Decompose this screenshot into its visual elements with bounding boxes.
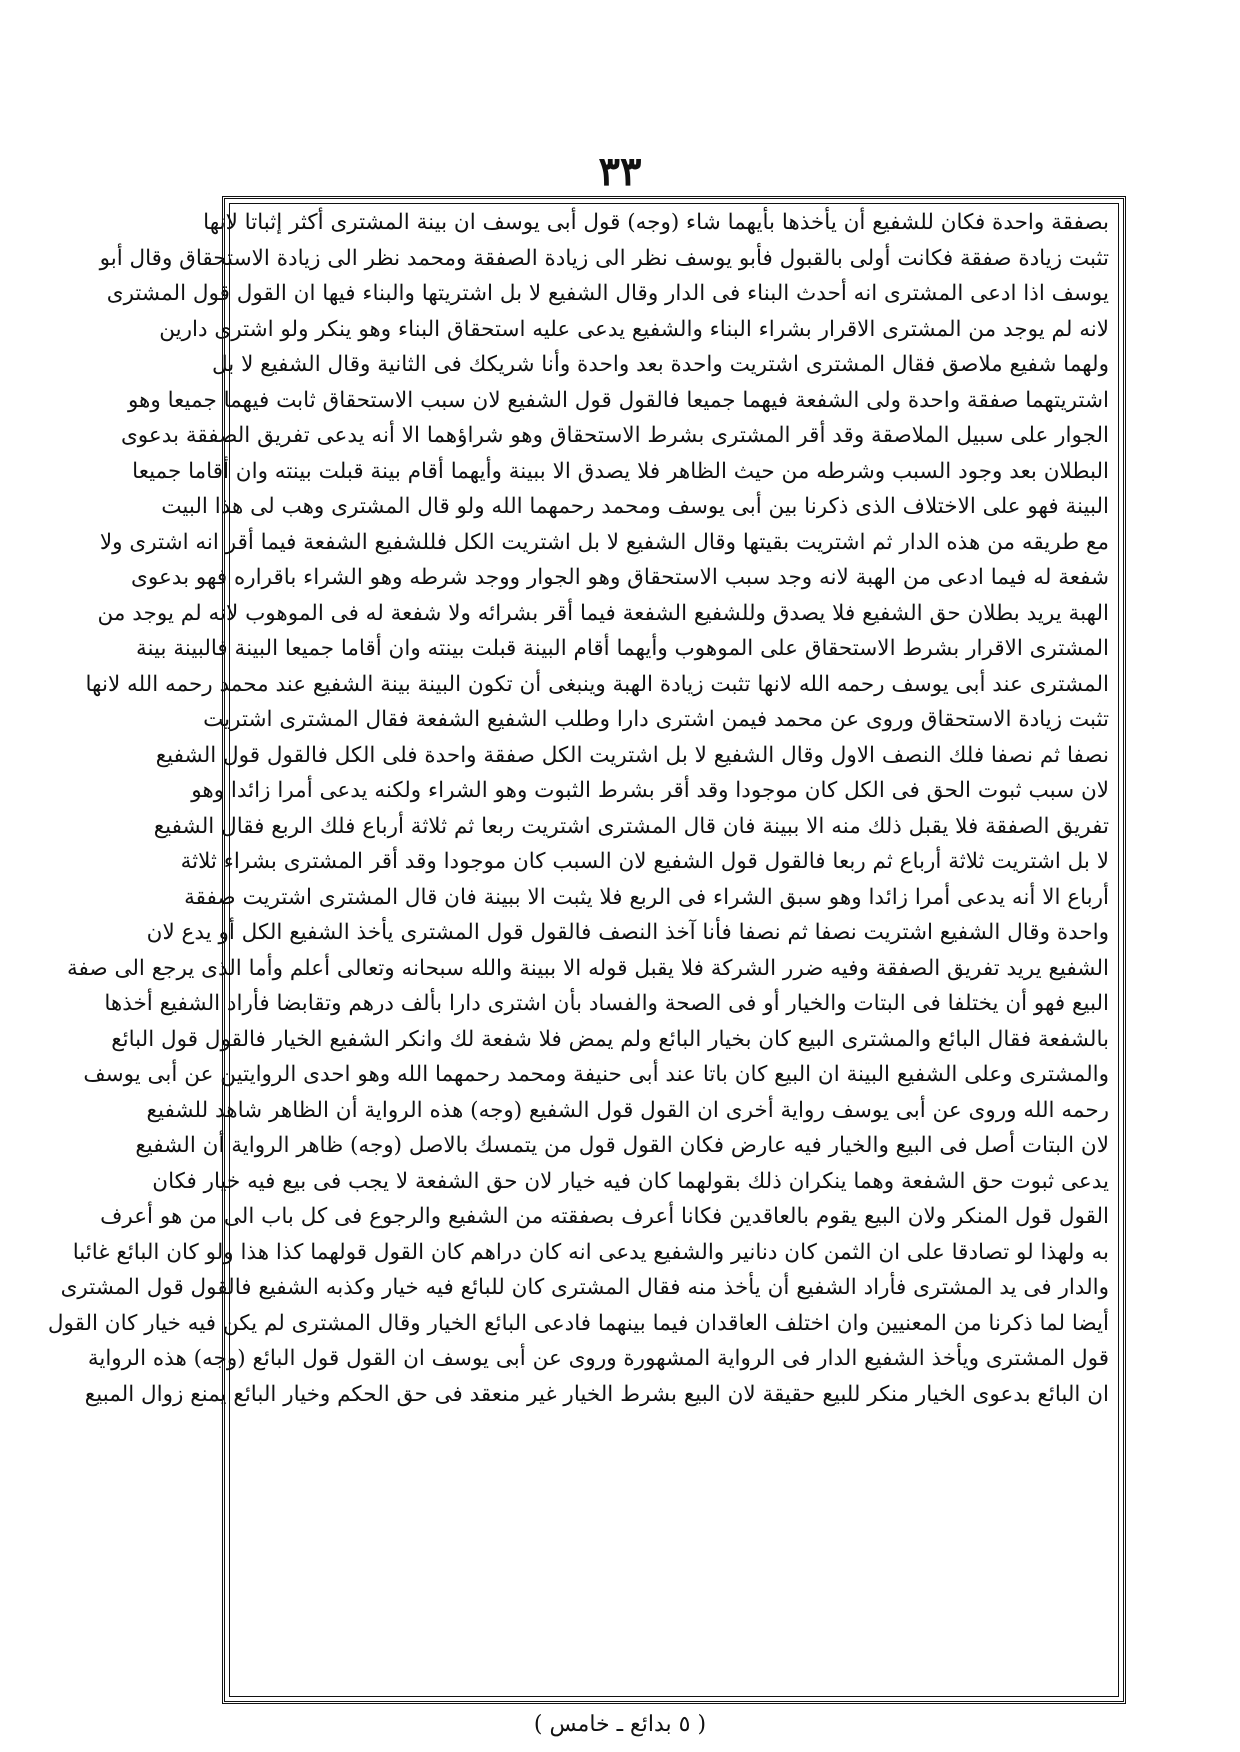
text-line: القول قول المنكر ولان البيع يقوم بالعاقدين فكانا أعرف بصفقته من الشفيع والرجوع فى كل باب الى من هو أعرف bbox=[100, 1204, 1109, 1229]
text-line: أيضا لما ذكرنا من المعنيين وان اختلف العاقدان فيما بينهما فادعى البائع الخيار وقال المشترى لم يكن فيه خيار كان القول bbox=[47, 1310, 1109, 1336]
text-line: ولهما شفيع ملاصق فقال المشترى اشتريت واحدة بعد واحدة وأنا شريكك فى الثانية وقال الشفيع لا بل bbox=[211, 352, 1109, 377]
text-line: لا بل اشتريت ثلاثة أرباع ثم ربعا فالقول قول الشفيع لان السبب كان موجودا وقد أقر المشترى بشراء ثلاثة bbox=[180, 849, 1109, 874]
page-number: ٣٣ bbox=[598, 148, 642, 195]
text-line: لان البتات أصل فى البيع والخيار فيه عارض فكان القول قول من يتمسك بالاصل (وجه) ظاهر الرواية أن الشفيع bbox=[135, 1133, 1109, 1158]
text-line: والدار فى يد المشترى فأراد الشفيع أن يأخذ منه فقال المشترى كان للبائع فيه خيار وكذبه الشفيع فالقول قول المشترى bbox=[60, 1275, 1109, 1300]
body-text bbox=[47, 205, 1109, 1448]
text-line: بصفقة واحدة فكان للشفيع أن يأخذها بأيهما شاء (وجه) قول أبى يوسف ان بينة المشترى أكثر إثباتا لانها bbox=[203, 210, 1109, 235]
text-line: تفريق الصفقة فلا يقبل ذلك منه الا ببينة فان قال المشترى اشتريت ربعا ثم ثلاثة أرباع فلك الربع فقال الشفيع bbox=[153, 813, 1109, 839]
text-line: الشفيع يريد تفريق الصفقة وفيه ضرر الشركة فلا يقبل قوله الا ببينة والله سبحانه وتعالى أعلم وأما الذى يرجع الى صفة bbox=[66, 955, 1109, 981]
text-line: لانه لم يوجد من المشترى الاقرار بشراء البناء والشفيع يدعى عليه استحقاق البناء وهو ينكر ولو اشترى دارين bbox=[159, 316, 1109, 342]
text-line: قول المشترى ويأخذ الشفيع الدار فى الرواية المشهورة وروى عن أبى يوسف ان القول قول البائع (وجه) هذه الرواية bbox=[87, 1346, 1109, 1371]
text-frame bbox=[47, 196, 1126, 1704]
text-line: تثبت زيادة صفقة فكانت أولى بالقبول فأبو يوسف نظر الى زيادة الصفقة ومحمد نظر الى زيادة الاستحقاق وقال أبو bbox=[99, 245, 1109, 271]
text-line: أرباع الا أنه يدعى أمرا زائدا وهو سبق الشراء فى الربع فلا يثبت الا ببينة فان قال المشترى اشتريت صفقة bbox=[184, 884, 1109, 910]
text-line: نصفا ثم نصفا فلك النصف الاول وقال الشفيع لا بل اشتريت الكل صفقة واحدة فلى الكل فالقول قول الشفيع bbox=[155, 742, 1109, 768]
text-line: الجوار على سبيل الملاصقة وقد أقر المشترى بشرط الاستحقاق وهو شراؤهما الا أنه يدعى تفريق الصفقة بدعوى bbox=[120, 423, 1109, 448]
text-line: المشترى عند أبى يوسف رحمه الله لانها تثبت زيادة الهبة وينبغى أن تكون البينة بينة الشفيع عند محمد رحمه الله لانها bbox=[85, 671, 1109, 697]
text-line: لان سبب ثبوت الحق فى الكل كان موجودا وقد أقر بشرط الثبوت وهو الشراء ولكنه يدعى أمرا زائدا وهو bbox=[191, 778, 1109, 803]
footer-signature: ( ٥ بدائع ـ خامس ) bbox=[533, 1712, 707, 1737]
text-line: مع طريقه من هذه الدار ثم اشتريت بقيتها وقال الشفيع لا بل اشتريت الكل فللشفيع الشفعة فيما أقر انه اشترى ولا bbox=[99, 529, 1109, 555]
text-line: رحمه الله وروى عن أبى يوسف رواية أخرى ان القول قول الشفيع (وجه) هذه الرواية أن الظاهر شاهد للشفيع bbox=[146, 1097, 1109, 1123]
text-line: والمشترى وعلى الشفيع البينة ان البيع كان باتا عند أبى حنيفة ومحمد رحمهما الله وهو احدى الروايتين عن أبى يوسف bbox=[83, 1062, 1109, 1087]
text-line: البطلان بعد وجود السبب وشرطه من حيث الظاهر فلا يصدق الا ببينة وأيهما أقام بينة قبلت بينته وان أقاما جميعا bbox=[132, 458, 1109, 484]
text-line: ان البائع بدعوى الخيار منكر للبيع حقيقة لان البيع بشرط الخيار غير منعقد فى حق الحكم وخيار البائع يمنع زوال المبيع bbox=[84, 1381, 1109, 1407]
text-line: بالشفعة فقال البائع والمشترى البيع كان بخيار البائع ولم يمض فلا شفعة لك وانكر الشفيع الخيار فالقول قول البائع bbox=[111, 1026, 1109, 1052]
text-line: شفعة له فيما ادعى من الهبة لانه وجد سبب الاستحقاق وهو الجوار ووجد شرطه وهو الشراء باقراره فهو بدعوى bbox=[131, 565, 1109, 590]
text-line: يدعى ثبوت حق الشفعة وهما ينكران ذلك بقولهما كان فيه خيار لان حق الشفعة لا يجب فى بيع فيه خيار فكان bbox=[152, 1168, 1109, 1194]
text-line: تثبت زيادة الاستحقاق وروى عن محمد فيمن اشترى دارا وطلب الشفيع الشفعة فقال المشترى اشتريت bbox=[203, 707, 1109, 732]
text-line: الهبة يريد بطلان حق الشفيع فلا يصدق وللشفيع الشفعة فيما أقر بشرائه ولا شفعة له فى الموهوب لانه لم يوجد من bbox=[97, 600, 1109, 626]
text-line: به ولهذا لو تصادقا على ان الثمن كان دنانير والشفيع يدعى انه كان دراهم كان القول قولهما كذا هذا ولو كان البائع غائبا bbox=[72, 1239, 1109, 1265]
text-line: البيع فهو أن يختلفا فى البتات والخيار أو فى الصحة والفساد بأن اشترى دارا بألف درهم وتقابضا فأراد الشفيع أخذها bbox=[104, 991, 1109, 1016]
text-line bbox=[239, 1412, 1109, 1448]
text-line: واحدة وقال الشفيع اشتريت نصفا ثم نصفا فأنا آخذ النصف فالقول قول المشترى يأخذ الشفيع الكل أو يدع لان bbox=[146, 920, 1109, 945]
text-line: اشتريتهما صفقة واحدة ولى الشفعة فيهما جميعا فالقول قول الشفيع لان سبب الاستحقاق ثابت فيهما جميعا وهو bbox=[127, 387, 1109, 413]
text-line: المشترى الاقرار بشرط الاستحقاق على الموهوب وأيهما أقام البينة قبلت بينته وان أقاما جميعا البينة فالبينة بينة bbox=[136, 636, 1109, 661]
text-line: يوسف اذا ادعى المشترى انه أحدث البناء فى الدار وقال الشفيع لا بل اشتريتها والبناء فيها ان القول قول المشترى bbox=[106, 281, 1109, 306]
text-line: البينة فهو على الاختلاف الذى ذكرنا بين أبى يوسف ومحمد رحمهما الله ولو قال المشترى وهب لى هذا البيت bbox=[161, 494, 1109, 519]
